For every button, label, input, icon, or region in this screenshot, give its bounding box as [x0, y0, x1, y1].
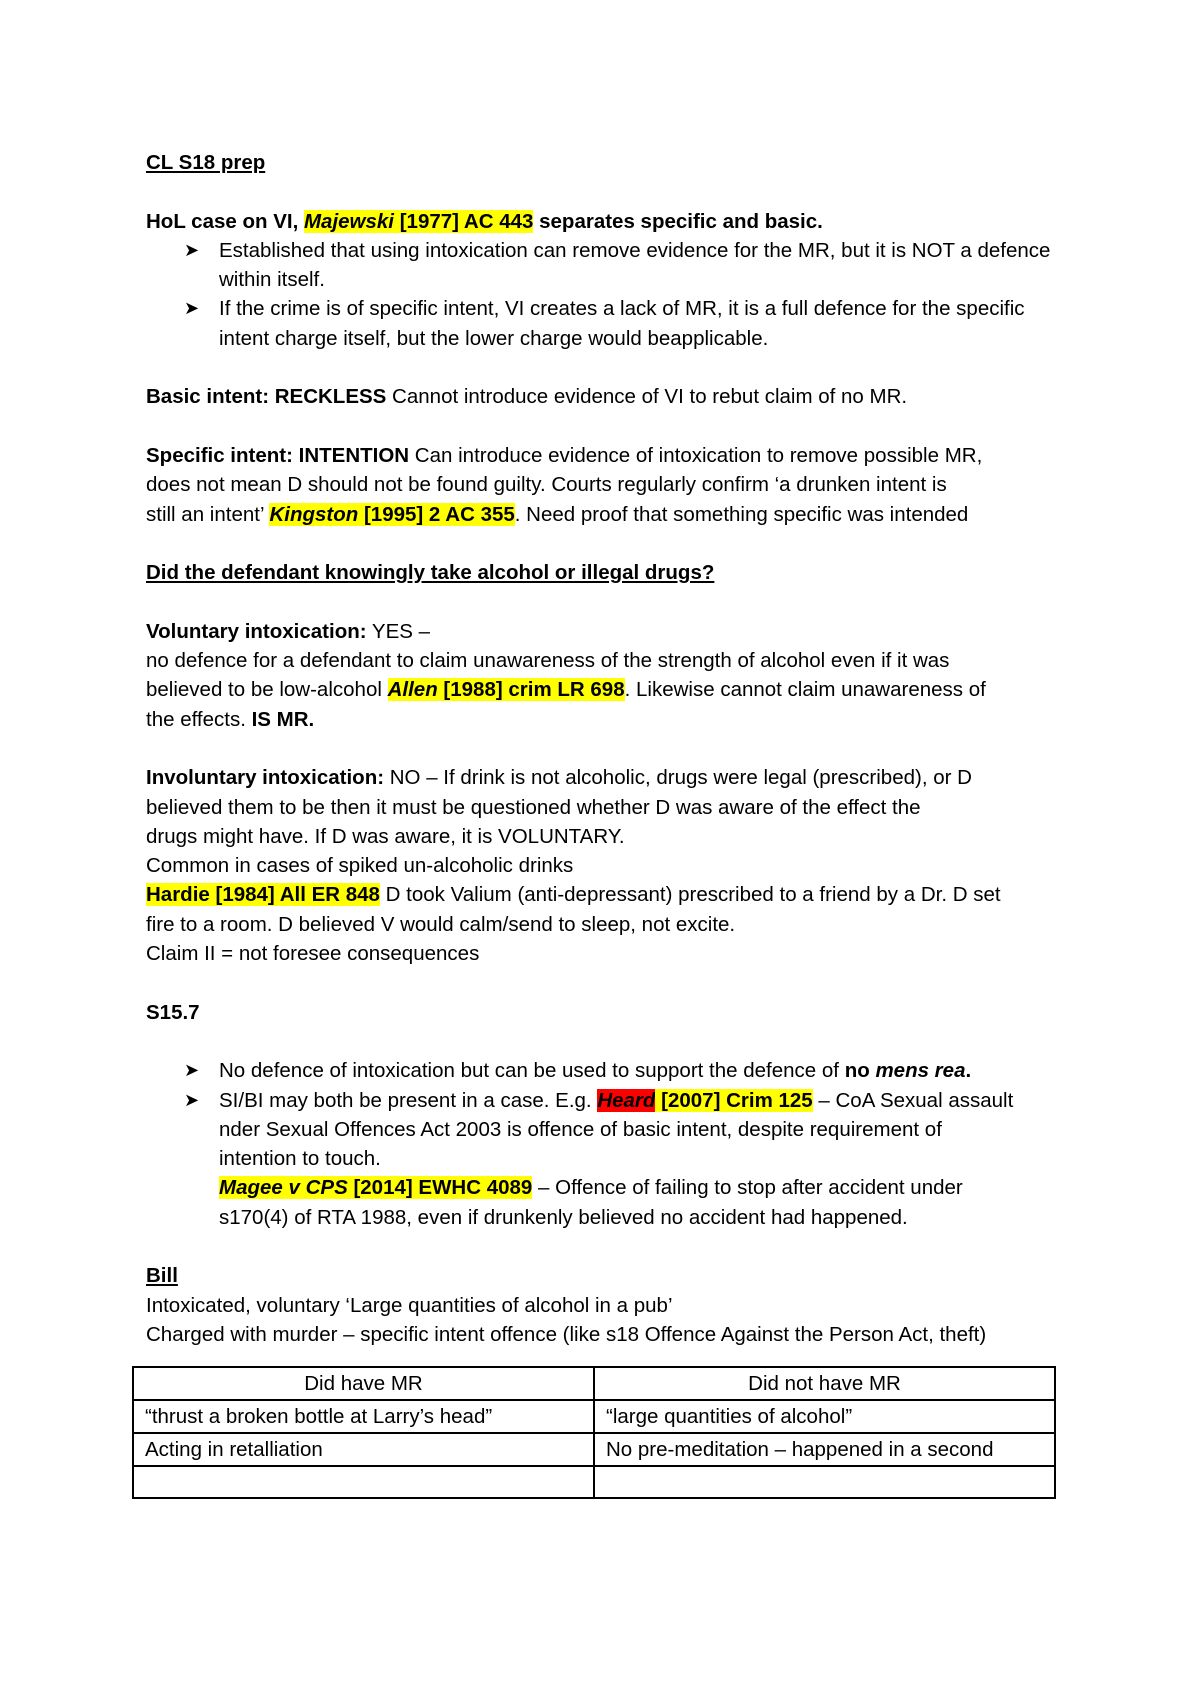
table-row — [133, 1466, 1055, 1498]
section-heading-bill: Bill — [146, 1264, 178, 1288]
case-heard: Heard [2007] Crim 125 — [597, 1088, 813, 1112]
case-magee: Magee v CPS [2014] EWHC 4089 — [219, 1176, 533, 1200]
list-item: ➤ SI/BI may both be present in a case. E.g. Heard [2007] Crim 125 – CoA Sexual assault nder Sexual Offences Act 2003 is offence of basic intent, despite requirement of intention to touch. Magee v CPS [2014] EWHC 4089 – Offence of failing to stop after accident under s170(4) of RTA 1988, even if drunkenly believed no accident had happened. — [146, 1086, 1086, 1232]
bill-line: Intoxicated, voluntary ‘Large quantities of alcohol in a pub’ — [146, 1293, 673, 1317]
case-hardie: Hardie [1984] All ER 848 — [146, 883, 380, 907]
table-cell — [594, 1466, 1055, 1498]
document-body — [146, 148, 1086, 1349]
arrow-bullet-icon: ➤ — [184, 1060, 200, 1082]
bill-line: Charged with murder – specific intent offence (like s18 Offence Against the Person Act, theft) — [146, 1322, 987, 1346]
column-header: Did not have MR — [594, 1367, 1055, 1400]
list-item: ➤ If the crime is of specific intent, VI creates a lack of MR, it is a full defence for the specific intent charge itself, but the lower charge would beapplicable. — [146, 294, 1086, 353]
mens-rea-table — [132, 1366, 1056, 1499]
arrow-bullet-icon: ➤ — [184, 239, 200, 261]
specific-intent-paragraph: Specific intent: INTENTION Can introduce evidence of intoxication to remove possible MR, does not mean D should not be found guilty. Courts regularly confirm ‘a drunken intent is still an intent’ Kingston [1995] 2 AC 355. Need proof that something specific was intended — [146, 443, 983, 526]
table-cell — [133, 1466, 594, 1498]
list-item: ➤ No defence of intoxication but can be used to support the defence of no mens rea. — [146, 1056, 1086, 1085]
table-row — [133, 1400, 1055, 1433]
arrow-bullet-icon: ➤ — [184, 298, 200, 320]
hol-heading: HoL case on VI, Majewski [1977] AC 443 separates specific and basic. — [146, 209, 823, 233]
table-cell: “large quantities of alcohol” — [594, 1400, 1055, 1433]
case-kingston: Kingston [1995] 2 AC 355 — [269, 502, 515, 526]
involuntary-intoxication-paragraph: Involuntary intoxication: NO – If drink is not alcoholic, drugs were legal (prescribed), or D believed them to be then it must be questioned whether D was aware of the effect the drugs might have. If D was aware, it is VOLUNTARY. Common in cases of spiked un-alcoholic drinks Hardie [1984] All ER 848 D took Valium (anti-depressant) prescribed to a friend by a Dr. D set fire to a room. D believed V would calm/send to sleep, not excite. Claim II = not foresee consequences — [146, 766, 1001, 966]
table-cell: No pre-meditation – happened in a second — [594, 1433, 1055, 1466]
document-title: CL S18 prep — [146, 151, 266, 174]
table-header-row — [133, 1367, 1055, 1400]
arrow-bullet-icon: ➤ — [184, 1089, 200, 1111]
case-allen: Allen [1988] crim LR 698 — [387, 678, 625, 702]
section-heading-s15-7: S15.7 — [146, 1000, 200, 1024]
hol-bullet-list — [146, 236, 1086, 353]
section-question: Did the defendant knowingly take alcohol or illegal drugs? — [146, 561, 715, 585]
s15-7-bullet-list — [146, 1056, 1086, 1232]
column-header: Did have MR — [133, 1367, 594, 1400]
list-item: ➤ Established that using intoxication can remove evidence for the MR, but it is NOT a defence within itself. — [146, 236, 1086, 295]
voluntary-intoxication-paragraph: Voluntary intoxication: YES – no defence for a defendant to claim unawareness of the strength of alcohol even if it was believed to be low-alcohol Allen [1988] crim LR 698. Likewise cannot claim unawareness of the effects. IS MR. — [146, 619, 986, 731]
basic-intent-paragraph: Basic intent: RECKLESS Cannot introduce evidence of VI to rebut claim of no MR. — [146, 385, 908, 409]
case-majewski: Majewski [1977] AC 443 — [303, 209, 534, 233]
table-cell: Acting in retalliation — [133, 1433, 594, 1466]
table-cell: “thrust a broken bottle at Larry’s head” — [133, 1400, 594, 1433]
table-row — [133, 1433, 1055, 1466]
